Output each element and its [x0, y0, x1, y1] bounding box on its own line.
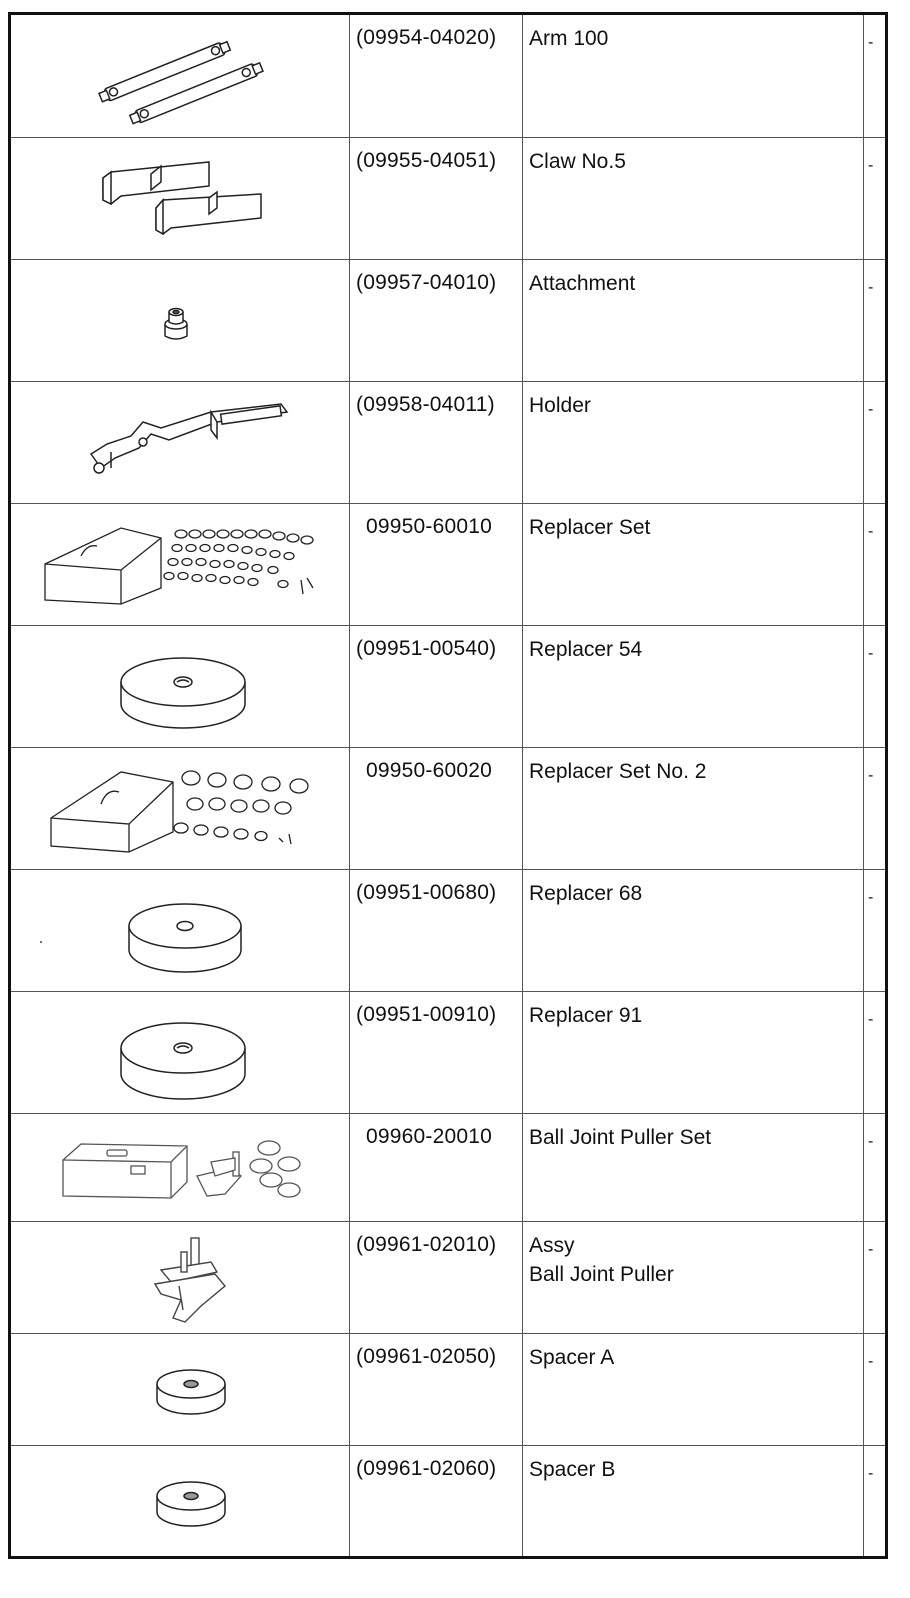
table-row: [10, 1222, 887, 1334]
row-mark: -: [868, 157, 874, 174]
tool-name: Ball Joint Puller Set: [529, 1126, 712, 1149]
replacer-set-icon: [11, 504, 349, 624]
part-number: (09951-00680): [356, 881, 497, 904]
tool-name: Arm 100: [529, 27, 609, 50]
image-cell: [10, 870, 350, 992]
table-row: [10, 382, 887, 504]
table-row: [10, 748, 887, 870]
row-mark: -: [868, 1353, 874, 1370]
part-number: 09950-60010: [366, 515, 492, 538]
part-number: (09951-00540): [356, 637, 497, 660]
tool-name: Replacer 68: [529, 882, 643, 905]
row-mark: -: [868, 889, 874, 906]
row-mark: -: [868, 1011, 874, 1028]
tool-name: Attachment: [529, 272, 636, 295]
table-row: [10, 260, 887, 382]
tool-table: [8, 12, 888, 1559]
part-number: (09958-04011): [356, 393, 495, 416]
part-number: 09950-60020: [366, 759, 492, 782]
part-number: 09960-20010: [366, 1125, 492, 1148]
part-number: (09957-04010): [356, 271, 497, 294]
image-cell: [10, 1114, 350, 1222]
part-number: (09954-04020): [356, 26, 497, 49]
row-mark: -: [868, 523, 874, 540]
tool-name: Replacer Set: [529, 516, 651, 539]
row-mark: -: [868, 34, 874, 51]
image-cell: [10, 260, 350, 382]
part-number: (09955-04051): [356, 149, 497, 172]
row-mark: -: [868, 1465, 874, 1482]
puller-set-icon: [11, 1114, 349, 1220]
spacer-icon: [11, 1334, 349, 1444]
table-row: [10, 1114, 887, 1222]
image-cell: [10, 992, 350, 1114]
table-row: [10, 870, 887, 992]
tool-name: Replacer Set No. 2: [529, 760, 707, 783]
tool-name: Replacer 54: [529, 638, 643, 661]
table-row: [10, 14, 887, 138]
part-number: (09961-02050): [356, 1345, 497, 1368]
disc-icon: [11, 626, 349, 746]
table-row: [10, 1334, 887, 1446]
table-row: [10, 992, 887, 1114]
tool-name: Holder: [529, 394, 591, 417]
part-number: (09961-02010): [356, 1233, 497, 1256]
table-row: [10, 1446, 887, 1558]
image-cell: [10, 1334, 350, 1446]
part-number: (09951-00910): [356, 1003, 497, 1026]
row-mark: -: [868, 401, 874, 418]
row-mark: -: [868, 1133, 874, 1150]
image-cell: [10, 138, 350, 260]
image-cell: [10, 748, 350, 870]
attachment-icon: [11, 260, 349, 380]
arm-pair-icon: [11, 15, 349, 135]
tool-name: Assy: [529, 1234, 575, 1257]
disc-icon: [11, 992, 349, 1112]
image-cell: [10, 1446, 350, 1558]
tool-name: Claw No.5: [529, 150, 626, 173]
row-mark: -: [868, 1241, 874, 1258]
image-cell: [10, 626, 350, 748]
tool-name: Replacer 91: [529, 1004, 643, 1027]
tool-name-line2: Ball Joint Puller: [529, 1263, 674, 1286]
row-mark: -: [868, 279, 874, 296]
holder-icon: [11, 382, 349, 502]
spacer-icon: [11, 1446, 349, 1556]
table-row: [10, 138, 887, 260]
tool-name: Spacer A: [529, 1346, 615, 1369]
table-row: [10, 626, 887, 748]
image-cell: [10, 14, 350, 138]
image-cell: [10, 382, 350, 504]
row-mark: -: [868, 767, 874, 784]
claw-pair-icon: [11, 138, 349, 258]
ball-joint-puller-icon: [11, 1222, 349, 1332]
tool-name: Spacer B: [529, 1458, 616, 1481]
replacer-set-2-icon: [11, 748, 349, 868]
image-cell: [10, 504, 350, 626]
image-cell: [10, 1222, 350, 1334]
row-mark: -: [868, 645, 874, 662]
disc-icon: [11, 870, 349, 990]
table-row: [10, 504, 887, 626]
part-number: (09961-02060): [356, 1457, 497, 1480]
